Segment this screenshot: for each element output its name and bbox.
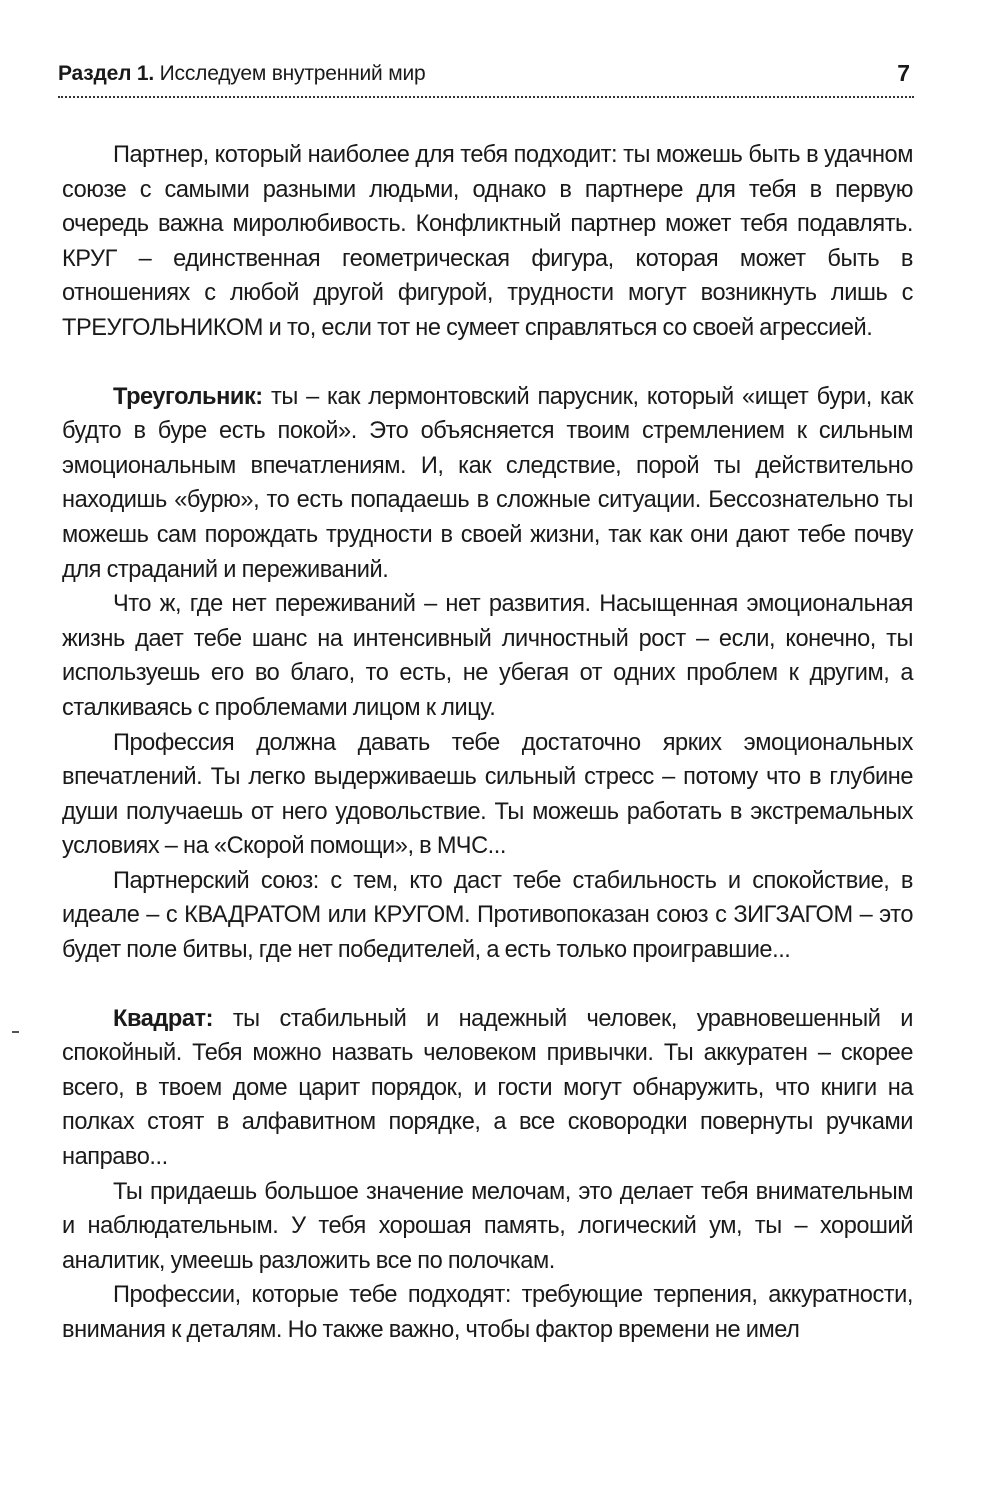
paragraph-text: Что ж, где нет переживаний – нет развития. Насыщенная эмоциональная жизнь дает тебе шанс на интенсивный личностный рост – если, конечно, ты используешь его во благо, то есть, не убегая от одних проблем к другим, а сталкиваясь с проблемами лицом к лицу. xyxy=(62,591,913,721)
margin-mark xyxy=(12,1031,19,1033)
paragraph-text: ты стабильный и надежный человек, уравновешенный и спокойный. Тебя можно назвать человеком привычки. Ты аккуратен – скорее всего, в твоем доме царит порядок, и гости могут обнаружить, что книги на полках стоят в алфавитном порядке, а все сковородки повернуты ручками направо... xyxy=(62,1005,913,1171)
body-text xyxy=(62,138,913,1348)
paragraph-lead: Квадрат: xyxy=(113,1005,214,1032)
page-number: 7 xyxy=(897,60,910,86)
paragraph-triangle-partner xyxy=(62,864,913,968)
section-title-text: Исследуем внутренний мир xyxy=(159,62,426,85)
paragraph-text: Профессии, которые тебе подходят: требующие терпения, аккуратности, внимания к деталям. Но также важно, чтобы фактор времени не имел xyxy=(62,1282,913,1343)
paragraph-lead: Треугольник: xyxy=(113,383,263,410)
paragraph-square-intro xyxy=(62,1002,913,1175)
section-title xyxy=(58,62,425,86)
paragraph-text: Профессия должна давать тебе достаточно ярких эмоциональных впечатлений. Ты легко выдерживаешь сильный стресс – потому что в глубине души получаешь от него удовольствие. Ты можешь работать в экстремальных условиях – на «Скорой помощи», в МЧС... xyxy=(62,729,913,860)
paragraph-text: ты – как лермонтовский парусник, который «ищет бури, как будто в буре есть покой». Это объясняется твоим стремлением к сильным эмоциональным впечатлениям. И, как следствие, порой ты действительно находишь «бурю», то есть попадаешь в сложные ситуации. Бессознательно ты можешь сам порождать трудности в своей жизни, так как они дают тебе почву для страданий и переживаний. xyxy=(62,383,913,583)
paragraph-square-profession xyxy=(62,1278,913,1347)
paragraph-text: Ты придаешь большое значение мелочам, это делает тебя внимательным и наблюдательным. У тебя хорошая память, логический ум, ты – хороший аналитик, умеешь разложить все по полочкам. xyxy=(62,1178,913,1274)
section-label: Раздел 1. xyxy=(58,62,155,85)
paragraph-triangle-intro xyxy=(62,380,913,588)
paragraph-triangle-development xyxy=(62,587,913,725)
paragraph-text: Партнерский союз: с тем, кто даст тебе стабильность и спокойствие, в идеале – с КВАДРАТОМ или КРУГОМ. Противопоказан союз с ЗИГЗАГОМ – это будет поле битвы, где нет победителей, а есть только проигравшие... xyxy=(62,867,913,964)
running-header xyxy=(58,60,914,98)
paragraph-text: Партнер, который наиболее для тебя подходит: ты можешь быть в удачном союзе с самыми разными людьми, однако в партнере для тебя в первую очередь важна миролюбивость. Конфликтный партнер может тебя подавлять. КРУГ – единственная геометрическая фигура, которая может быть в отношениях с любой другой фигурой, трудности могут возникнуть лишь с ТРЕУГОЛЬНИКОМ и то, если тот не сумеет справляться со своей агрессией. xyxy=(62,142,913,341)
paragraph-triangle-profession xyxy=(62,726,913,864)
paragraph-circle-partner xyxy=(62,138,913,346)
paragraph-square-details xyxy=(62,1175,913,1279)
